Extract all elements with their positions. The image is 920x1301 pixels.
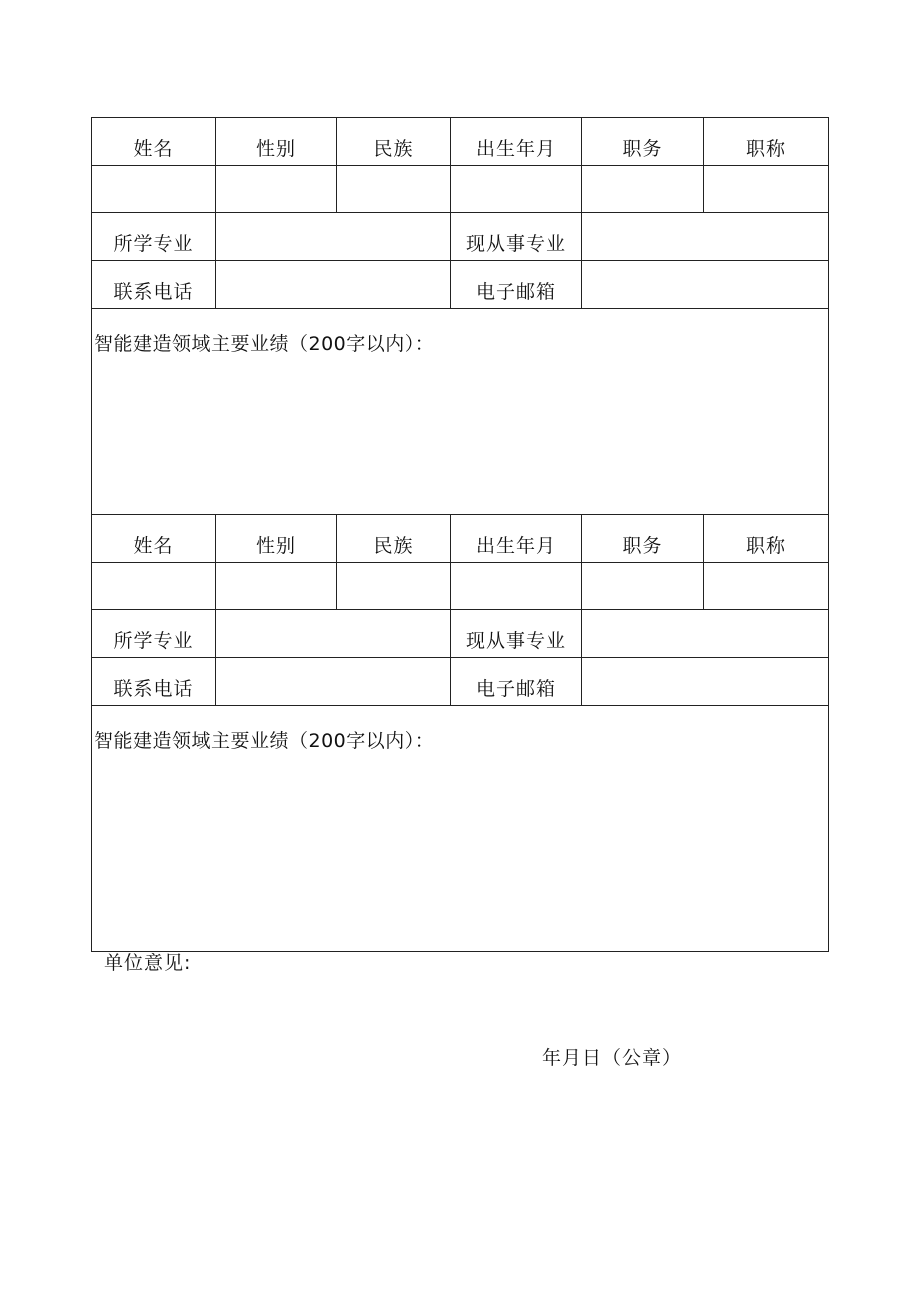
header-row-1 bbox=[92, 118, 829, 166]
major-row-1 bbox=[92, 213, 829, 261]
achievements-field[interactable] bbox=[92, 706, 829, 952]
unit-opinion-label: 单位意见: bbox=[104, 952, 192, 974]
major-row-2 bbox=[92, 610, 829, 658]
header-position: 职务 bbox=[582, 118, 704, 166]
current-major-field[interactable] bbox=[582, 610, 829, 658]
header-gender: 性别 bbox=[216, 118, 337, 166]
gender-field[interactable] bbox=[216, 166, 337, 213]
achievements-row-1 bbox=[92, 309, 829, 515]
header-ethnicity: 民族 bbox=[337, 515, 451, 563]
header-title: 职称 bbox=[704, 515, 829, 563]
name-field[interactable] bbox=[92, 563, 216, 610]
header-title: 职称 bbox=[704, 118, 829, 166]
contact-row-1 bbox=[92, 261, 829, 309]
info-row-2 bbox=[92, 563, 829, 610]
phone-label: 联系电话 bbox=[92, 261, 216, 309]
current-major-label: 现从事专业 bbox=[451, 213, 582, 261]
achievements-label: 智能建造领域主要业绩（200字以内）： bbox=[94, 730, 435, 752]
achievements-field[interactable] bbox=[92, 309, 829, 515]
position-field[interactable] bbox=[582, 166, 704, 213]
gender-field[interactable] bbox=[216, 563, 337, 610]
info-row-1 bbox=[92, 166, 829, 213]
major-studied-field[interactable] bbox=[216, 610, 451, 658]
birth-field[interactable] bbox=[451, 563, 582, 610]
date-seal-label: 年月日（公章） bbox=[542, 1047, 683, 1069]
ethnicity-field[interactable] bbox=[337, 563, 451, 610]
expert-form-table bbox=[91, 117, 829, 952]
phone-label: 联系电话 bbox=[92, 658, 216, 706]
header-row-2 bbox=[92, 515, 829, 563]
header-name: 姓名 bbox=[92, 515, 216, 563]
email-field[interactable] bbox=[582, 261, 829, 309]
header-ethnicity: 民族 bbox=[337, 118, 451, 166]
major-studied-label: 所学专业 bbox=[92, 610, 216, 658]
header-gender: 性别 bbox=[216, 515, 337, 563]
header-birth: 出生年月 bbox=[451, 515, 582, 563]
achievements-row-2 bbox=[92, 706, 829, 952]
email-label: 电子邮箱 bbox=[451, 261, 582, 309]
achievements-label: 智能建造领域主要业绩（200字以内）： bbox=[94, 333, 435, 355]
current-major-field[interactable] bbox=[582, 213, 829, 261]
birth-field[interactable] bbox=[451, 166, 582, 213]
header-name: 姓名 bbox=[92, 118, 216, 166]
current-major-label: 现从事专业 bbox=[451, 610, 582, 658]
position-field[interactable] bbox=[582, 563, 704, 610]
phone-field[interactable] bbox=[216, 261, 451, 309]
phone-field[interactable] bbox=[216, 658, 451, 706]
email-label: 电子邮箱 bbox=[451, 658, 582, 706]
ethnicity-field[interactable] bbox=[337, 166, 451, 213]
header-position: 职务 bbox=[582, 515, 704, 563]
major-studied-label: 所学专业 bbox=[92, 213, 216, 261]
major-studied-field[interactable] bbox=[216, 213, 451, 261]
email-field[interactable] bbox=[582, 658, 829, 706]
title-field[interactable] bbox=[704, 166, 829, 213]
header-birth: 出生年月 bbox=[451, 118, 582, 166]
name-field[interactable] bbox=[92, 166, 216, 213]
title-field[interactable] bbox=[704, 563, 829, 610]
contact-row-2 bbox=[92, 658, 829, 706]
